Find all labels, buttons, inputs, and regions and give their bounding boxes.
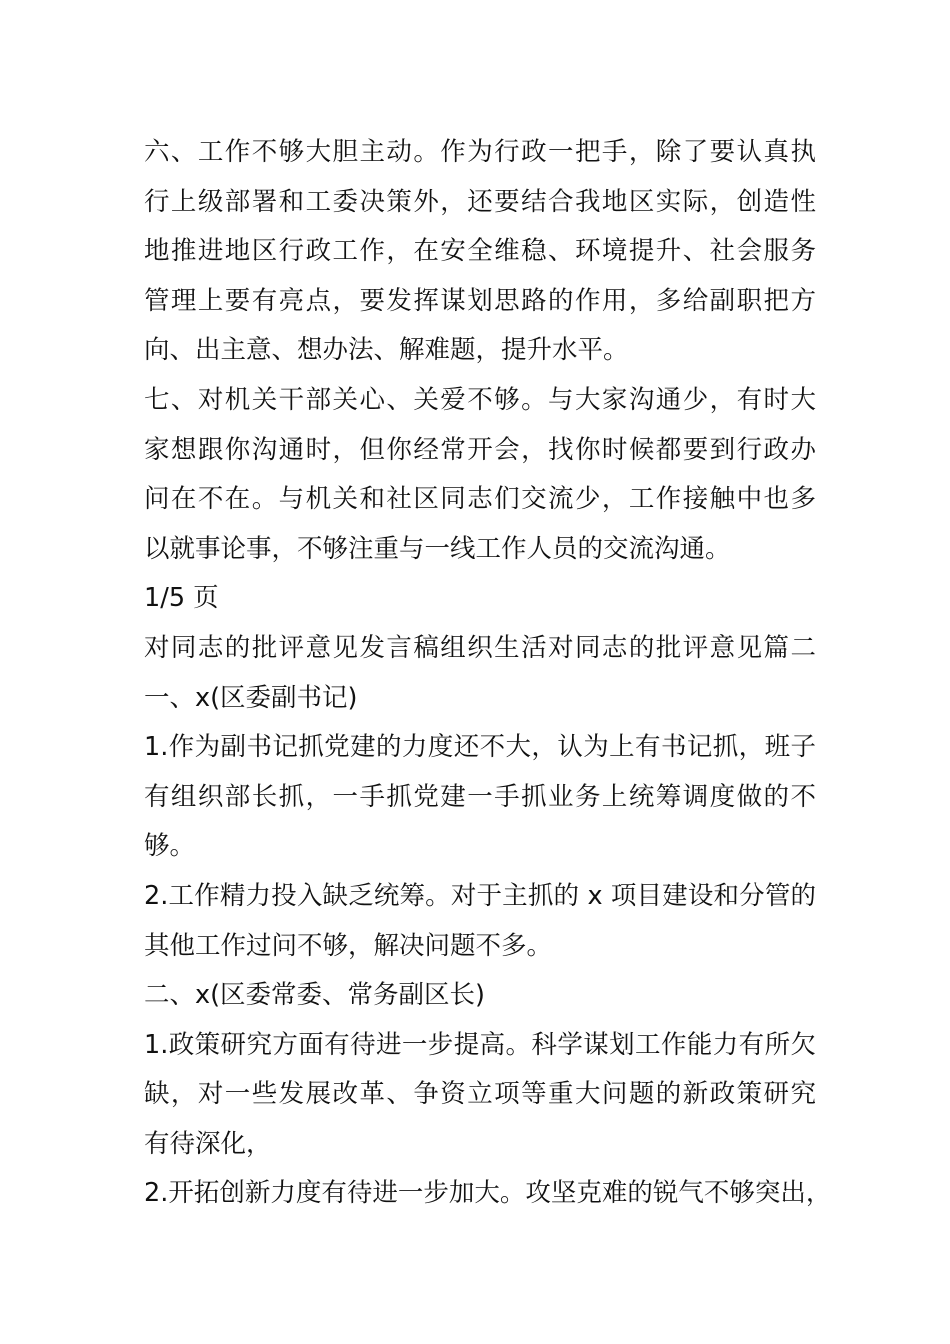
paragraph-line: 地推进地区行政工作，在安全维稳、环境提升、社会服务: [144, 236, 816, 267]
paragraph-line: 缺，对一些发展改革、争资立项等重大问题的新政策研究: [144, 1079, 816, 1110]
paragraph-line: 2.开拓创新力度有待进一步加大。攻坚克难的锐气不够突出，: [144, 1178, 832, 1209]
section-heading: 一、x(区委副书记): [144, 682, 358, 713]
paragraph-line: 有组织部长抓，一手抓党建一手抓业务上统筹调度做的不: [144, 781, 816, 812]
section-title: 对同志的批评意见发言稿组织生活对同志的批评意见篇二: [144, 632, 816, 663]
paragraph-line: 1.政策研究方面有待进一步提高。科学谋划工作能力有所欠: [144, 1029, 816, 1060]
paragraph-line: 六、工作不够大胆主动。作为行政一把手，除了要认真执: [144, 137, 816, 167]
paragraph-line: 够。: [144, 831, 196, 862]
paragraph-line: 1.作为副书记抓党建的力度还不大，认为上有书记抓，班子: [144, 732, 816, 763]
paragraph-line: 家想跟你沟通时，但你经常开会，找你时候都要到行政办: [144, 434, 816, 465]
paragraph-line: 其他工作过问不够，解决问题不多。: [144, 930, 553, 961]
section-heading: 二、x(区委常委、常务副区长): [144, 980, 485, 1011]
paragraph-line: 管理上要有亮点，要发挥谋划思路的作用，多给副职把方: [144, 285, 816, 316]
paragraph-line: 问在不在。与机关和社区同志们交流少，工作接触中也多: [144, 484, 816, 515]
paragraph-line: 七、对机关干部关心、关爱不够。与大家沟通少，有时大: [144, 384, 816, 415]
paragraph-line: 有待深化，: [144, 1128, 272, 1159]
paragraph-line: 行上级部署和工委决策外，还要结合我地区实际，创造性: [144, 186, 816, 217]
paragraph-line: 向、出主意、想办法、解难题，提升水平。: [144, 335, 629, 366]
page-number: 1/5 页: [144, 583, 219, 614]
paragraph-line: 以就事论事，不够注重与一线工作人员的交流沟通。: [144, 533, 731, 564]
paragraph-line: 2.工作精力投入缺乏统筹。对于主抓的 x 项目建设和分管的: [144, 880, 816, 911]
document-body: [144, 128, 832, 1219]
